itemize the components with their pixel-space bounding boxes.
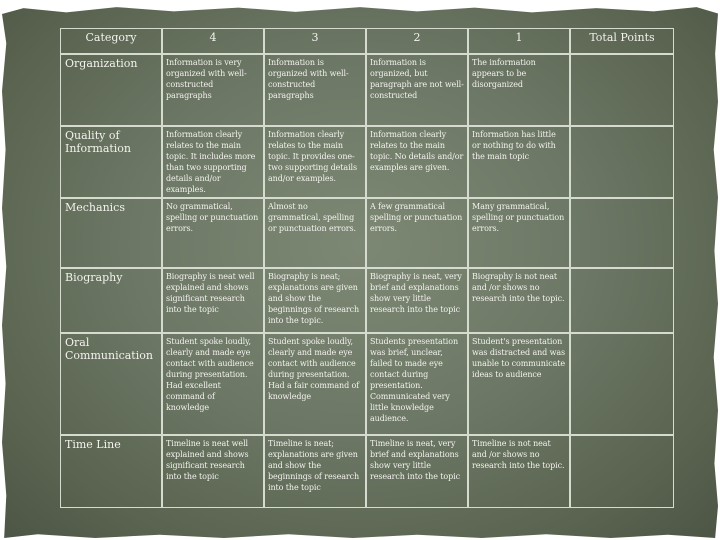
criteria-cell: Many grammatical, spelling or punctuation errors. xyxy=(468,198,570,268)
criteria-cell: Information clearly relates to the main topic. No details and/or examples are given. xyxy=(366,126,468,198)
criteria-cell: Timeline is neat, very brief and explanations show very little research into the topic xyxy=(366,435,468,508)
criteria-cell: Biography is neat; explanations are given and show the beginnings of research into the topic. xyxy=(264,268,366,333)
criteria-cell: Biography is neat well explained and shows significant research into the topic xyxy=(162,268,264,333)
criteria-cell: Information is very organized with well-constructed paragraphs xyxy=(162,54,264,126)
total-points-cell xyxy=(570,333,674,435)
category-label: Oral Communication xyxy=(60,333,162,435)
category-label: Mechanics xyxy=(60,198,162,268)
total-points-cell xyxy=(570,126,674,198)
category-label: Time Line xyxy=(60,435,162,508)
criteria-cell: Information is organized, but paragraph are not well-constructed xyxy=(366,54,468,126)
category-label: Organization xyxy=(60,54,162,126)
total-points-cell xyxy=(570,435,674,508)
category-label: Biography xyxy=(60,268,162,333)
total-points-cell xyxy=(570,198,674,268)
column-header: 4 xyxy=(162,28,264,54)
column-header: 1 xyxy=(468,28,570,54)
column-header: Total Points xyxy=(570,28,674,54)
total-points-cell xyxy=(570,268,674,333)
criteria-cell: No grammatical, spelling or punctuation errors. xyxy=(162,198,264,268)
criteria-cell: Student spoke loudly, clearly and made eye contact with audience during presentation. Had a fair command of knowledge xyxy=(264,333,366,435)
criteria-cell: Timeline is neat well explained and shows significant research into the topic xyxy=(162,435,264,508)
column-header: 2 xyxy=(366,28,468,54)
column-header: 3 xyxy=(264,28,366,54)
criteria-cell: Student spoke loudly, clearly and made eye contact with audience during presentation. Had excellent command of knowledge xyxy=(162,333,264,435)
criteria-cell: Information clearly relates to the main topic. It provides one-two supporting details and/or examples. xyxy=(264,126,366,198)
total-points-cell xyxy=(570,54,674,126)
criteria-cell: Information is organized with well-constructed paragraphs xyxy=(264,54,366,126)
criteria-cell: Information has little or nothing to do with the main topic xyxy=(468,126,570,198)
criteria-cell: The information appears to be disorganized xyxy=(468,54,570,126)
column-header: Category xyxy=(60,28,162,54)
criteria-cell: A few grammatical spelling or punctuation errors. xyxy=(366,198,468,268)
criteria-cell: Information clearly relates to the main topic. It includes more than two supporting details and/or examples. xyxy=(162,126,264,198)
category-label: Quality of Information xyxy=(60,126,162,198)
criteria-cell: Biography is neat, very brief and explanations show very little research into the topic xyxy=(366,268,468,333)
criteria-cell: Students presentation was brief, unclear, failed to made eye contact during presentation. Communicated very little knowledge audience. xyxy=(366,333,468,435)
criteria-cell: Student's presentation was distracted and was unable to communicate ideas to audience xyxy=(468,333,570,435)
criteria-cell: Biography is not neat and /or shows no research into the topic. xyxy=(468,268,570,333)
criteria-cell: Timeline is not neat and /or shows no research into the topic. xyxy=(468,435,570,508)
criteria-cell: Timeline is neat; explanations are given and show the beginnings of research into the topic xyxy=(264,435,366,508)
criteria-cell: Almost no grammatical, spelling or punctuation errors. xyxy=(264,198,366,268)
